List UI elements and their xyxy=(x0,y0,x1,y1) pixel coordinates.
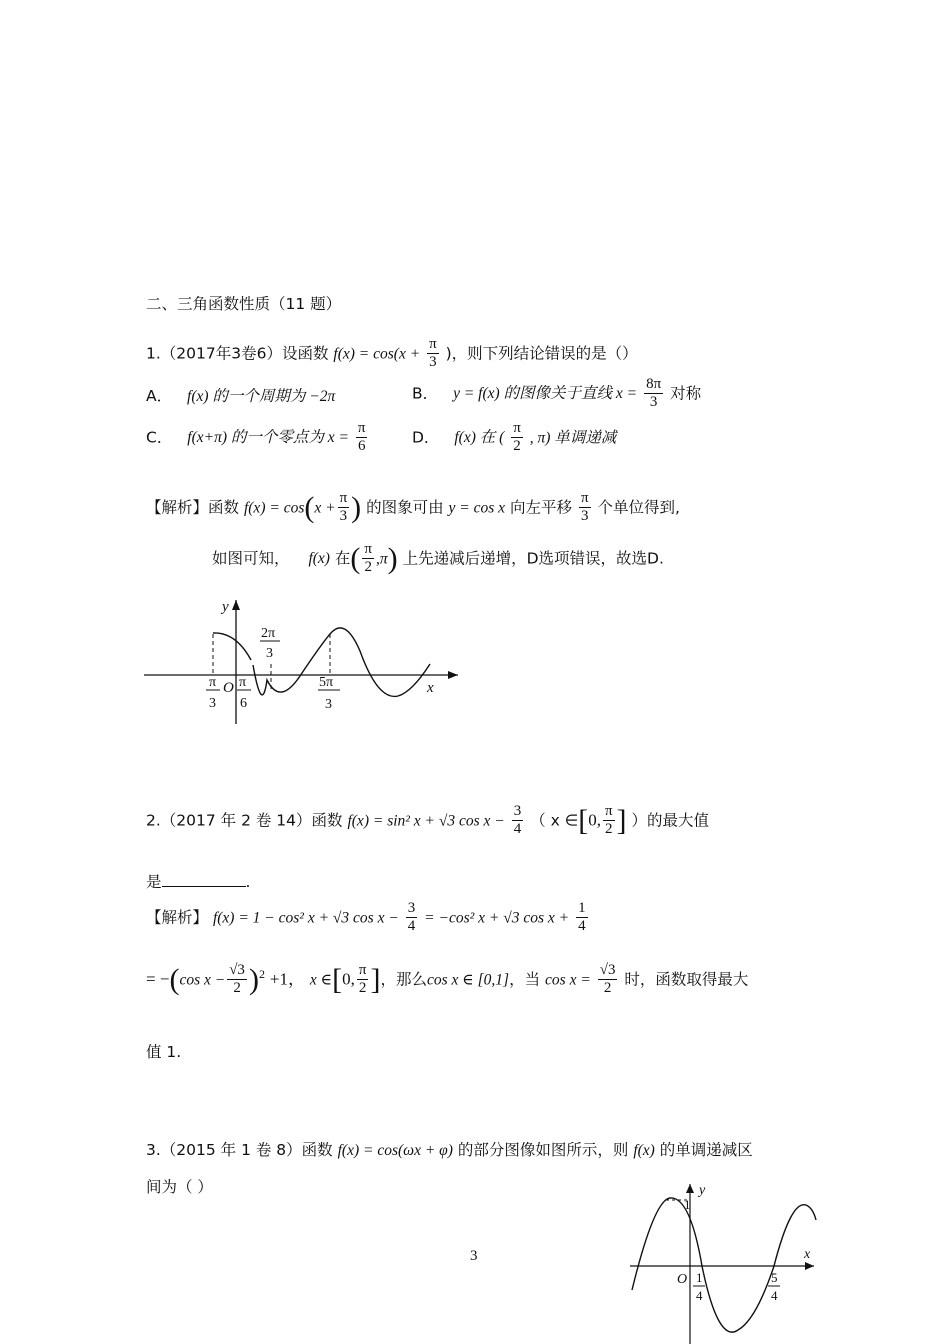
q1-analysis-line2 xyxy=(212,541,664,577)
analysis-inner: x + xyxy=(314,499,336,517)
analysis-func: f(x) = 1 − cos² x + √3 cos x − xyxy=(212,909,399,927)
q3-stem-prefix: 3.（2015 年 1 卷 8）函数 xyxy=(146,1141,333,1159)
analysis-frac: $\frac{√3}{2}$ xyxy=(229,962,245,997)
q1-analysis-line1 xyxy=(146,490,680,526)
analysis-inner: cos x − xyxy=(179,971,226,989)
analysis-frac: $\frac{√3}{2}$ xyxy=(599,962,616,997)
q2-stem-suffix: ）的最大值 xyxy=(631,811,709,830)
tick-label: 3 xyxy=(266,646,273,661)
tick-label: π xyxy=(239,675,247,690)
option-c-text: f(x+π) 的一个零点为 x = xyxy=(187,429,349,447)
q2-stem-func: f(x) = sin² x + √3 cos x − xyxy=(347,812,505,830)
q2-domain: （ x ∈ xyxy=(530,811,579,830)
analysis-func: y = cos x xyxy=(448,499,506,517)
y-axis-arrow xyxy=(232,600,240,610)
q2-stem-end: . xyxy=(245,873,251,891)
q1-cosine-figure xyxy=(140,596,470,726)
q2-stem-line2-text: 是 xyxy=(146,873,162,891)
x-axis-arrow xyxy=(805,1262,814,1270)
analysis-func: cos x ∈ [0,1] xyxy=(426,971,510,989)
option-c-frac: $\frac{\pi}{6}$ xyxy=(357,420,366,455)
q1-option-d xyxy=(412,420,616,456)
analysis-label: 【解析】 xyxy=(146,908,209,927)
analysis-label: 【解析】 xyxy=(146,498,209,517)
tick-label: 3 xyxy=(209,696,216,711)
origin-label: O xyxy=(677,1272,688,1287)
q2-stem-prefix: 2.（2017 年 2 卷 14）函数 xyxy=(146,811,343,830)
cosine-curve xyxy=(632,1198,816,1332)
analysis-text: 个单位得到, xyxy=(597,498,680,517)
page-number: 3 xyxy=(470,1248,478,1264)
q2-analysis-line2 xyxy=(146,962,748,998)
q2-stem-line2 xyxy=(146,870,250,892)
tick-label: π xyxy=(209,675,217,690)
q1-option-a xyxy=(146,384,335,406)
analysis-text: 在 xyxy=(334,549,351,568)
paren-right: ) xyxy=(248,962,259,996)
analysis-text: 如图可知， xyxy=(212,549,290,568)
option-b-label: B． xyxy=(412,384,439,403)
tick-label: 2π xyxy=(261,626,276,641)
analysis-text: 上先递减后递增，D选项错误，故选D. xyxy=(402,549,664,568)
paren-right: ) xyxy=(351,490,362,524)
option-b-text: y = f(x) 的图像关于直线 x = xyxy=(453,385,638,403)
analysis-func: x ∈ xyxy=(309,971,333,989)
option-d-label: D． xyxy=(412,428,440,447)
exponent: 2 xyxy=(258,967,265,982)
analysis-frac: $\frac{\pi}{3}$ xyxy=(580,490,589,525)
q1-stem-prefix: 1.（2017年3卷6）设函数 xyxy=(146,344,329,363)
analysis-frac: $\frac{3}{4}$ xyxy=(407,900,416,935)
q3-stem-text: 的部分图像如图所示，则 xyxy=(457,1141,629,1159)
option-c-label: C． xyxy=(146,428,173,447)
analysis-frac: $\frac{\pi}{2}$ xyxy=(364,541,372,576)
tick-label: 5π xyxy=(319,675,334,690)
origin-label: O xyxy=(223,680,234,696)
q1-option-b xyxy=(412,376,701,412)
x-axis-label: x xyxy=(427,680,434,696)
tick-label: 1 xyxy=(696,1270,703,1285)
tick-label: 4 xyxy=(771,1288,778,1303)
bracket-left: [ xyxy=(332,962,343,996)
q1-stem-suffix: )，则下列结论错误的是（） xyxy=(445,344,638,363)
q1-stem-frac: $\frac{\pi}{3}$ xyxy=(429,336,437,371)
tick-label: 4 xyxy=(696,1288,703,1303)
q3-stem-line2: 间为（ ） xyxy=(146,1178,213,1196)
x-axis-arrow xyxy=(448,671,458,679)
analysis-frac: $\frac{1}{4}$ xyxy=(578,900,586,935)
option-a-text: f(x) 的一个周期为 −2π xyxy=(187,388,336,405)
q2-stem xyxy=(146,803,709,839)
analysis-zero: 0, xyxy=(342,969,355,989)
analysis-text: 的图象可由 xyxy=(366,498,444,517)
paren-left: ( xyxy=(169,962,180,996)
tick-label: 6 xyxy=(240,696,247,711)
y-axis-label: y xyxy=(222,599,229,615)
tick-label: 3 xyxy=(325,697,332,712)
cosine-curve xyxy=(253,628,430,697)
answer-blank[interactable] xyxy=(162,872,246,887)
analysis-func: cos x = xyxy=(545,971,591,989)
q3-stem-func: f(x) = cos(ωx + φ) xyxy=(337,1142,453,1159)
bracket-right: ] xyxy=(370,962,381,996)
q3-stem-suffix: 的单调递减区 xyxy=(659,1141,753,1159)
analysis-text: 向左平移 xyxy=(510,498,573,517)
analysis-func: f(x) xyxy=(308,550,330,568)
option-d-text: f(x) 在 ( xyxy=(454,429,505,447)
option-a-label: A． xyxy=(146,387,173,405)
q3-cosine-figure xyxy=(626,1180,818,1344)
q3-stem xyxy=(146,1138,753,1160)
analysis-frac: $\frac{\pi}{2}$ xyxy=(358,962,367,997)
analysis-text: ，那么 xyxy=(380,970,427,989)
q1-stem xyxy=(146,336,638,372)
option-d-frac: $\frac{\pi}{2}$ xyxy=(513,420,521,455)
analysis-text: +1， xyxy=(269,969,305,989)
q1-option-c xyxy=(146,420,369,456)
q2-analysis-line3: 值 1. xyxy=(146,1043,182,1061)
paren-left: ( xyxy=(350,541,361,575)
bracket-right: ] xyxy=(616,803,627,837)
y-value-label: 1 xyxy=(684,1197,691,1212)
bracket-left: [ xyxy=(578,803,589,837)
q2-domain-zero: 0, xyxy=(588,810,601,830)
analysis-text: ，当 xyxy=(509,970,541,989)
option-b-frac: $\frac{8\pi}{3}$ xyxy=(646,376,662,411)
q1-stem-func: f(x) = cos(x + xyxy=(333,345,421,363)
q2-domain-frac: $\frac{\pi}{2}$ xyxy=(604,803,613,838)
curve-segment-left xyxy=(213,633,251,660)
tick-label: 5 xyxy=(771,1270,778,1285)
q2-analysis-line1 xyxy=(146,900,590,936)
q2-stem-frac: $\frac{3}{4}$ xyxy=(513,803,522,838)
y-axis-arrow xyxy=(686,1184,694,1193)
x-axis-label: x xyxy=(804,1247,811,1262)
paren-left: ( xyxy=(304,490,315,524)
section-title: 二、三角函数性质（11 题） xyxy=(146,295,342,313)
analysis-inner: ,π xyxy=(376,550,388,568)
analysis-func: f(x) = cos xyxy=(243,499,305,517)
y-axis-label: y xyxy=(699,1183,706,1198)
analysis-func: = − xyxy=(146,969,170,989)
analysis-text: 函数 xyxy=(208,498,240,517)
option-b-post: 对称 xyxy=(670,384,702,403)
option-d-post: , π) 单调递减 xyxy=(529,429,617,447)
paren-right: ) xyxy=(387,541,398,575)
analysis-text: 时，函数取得最大 xyxy=(624,970,749,989)
analysis-frac: $\frac{\pi}{3}$ xyxy=(339,490,348,525)
analysis-func: = −cos² x + √3 cos x + xyxy=(424,909,570,927)
q3-stem-func: f(x) xyxy=(633,1142,655,1159)
